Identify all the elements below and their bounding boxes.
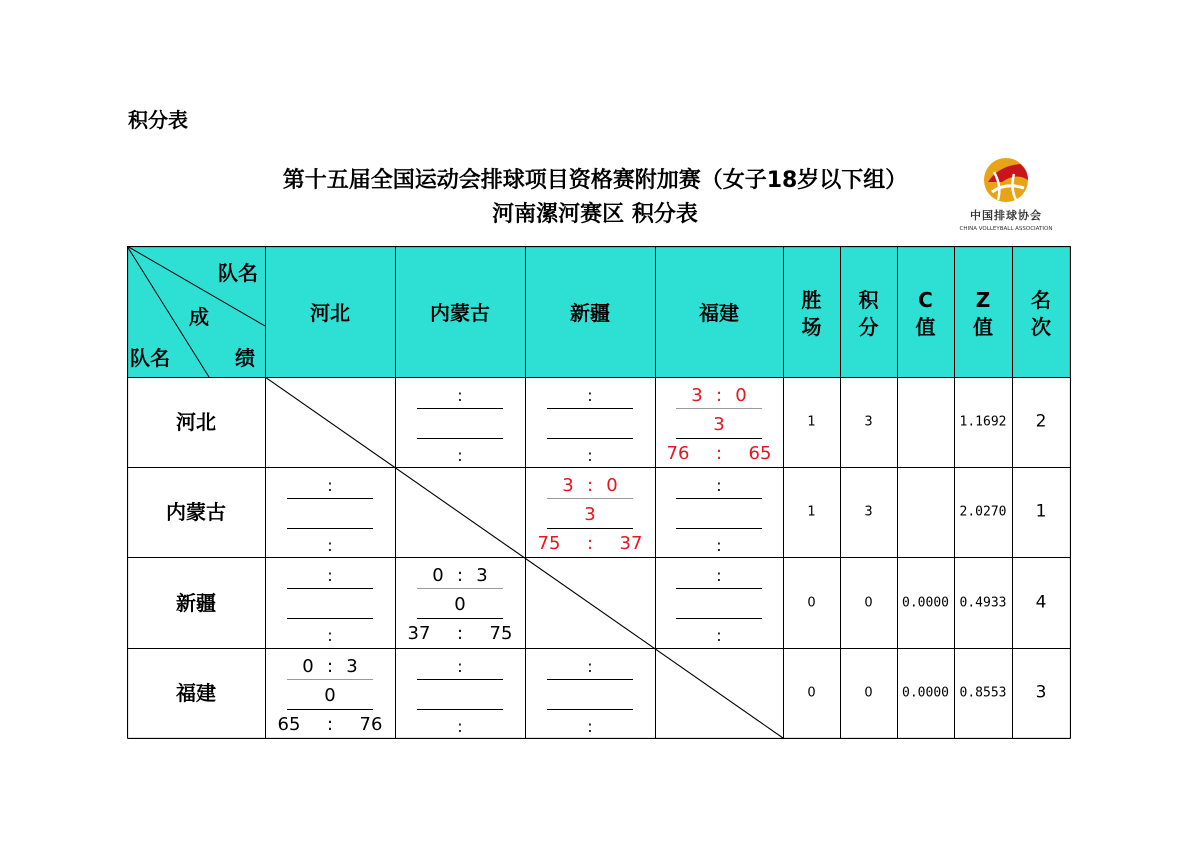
logo-name-cn: 中国排球协会 bbox=[970, 209, 1042, 222]
score-underline bbox=[676, 408, 762, 409]
score-underline bbox=[547, 679, 633, 680]
set-score-right: 3 bbox=[476, 565, 488, 586]
z-value: 2.0270 bbox=[959, 504, 1007, 520]
wins-value: 0 bbox=[807, 685, 816, 701]
total-points-colon: : bbox=[326, 714, 334, 735]
set-score-left: 0 bbox=[302, 656, 314, 677]
column-header-stat-line2: 值 bbox=[915, 315, 936, 339]
total-points-right: 75 bbox=[489, 623, 513, 644]
row-header-team: 新疆 bbox=[176, 590, 216, 615]
empty-score-colon: : bbox=[457, 386, 463, 405]
rank-value: 3 bbox=[1035, 682, 1047, 703]
empty-score-colon: : bbox=[716, 536, 722, 555]
empty-score-colon: : bbox=[716, 476, 722, 495]
c-value: 0.0000 bbox=[902, 595, 949, 610]
total-points-colon: : bbox=[456, 623, 464, 644]
empty-score-colon: : bbox=[327, 476, 333, 495]
column-header-stat-line1: C bbox=[918, 288, 933, 312]
logo-name-en: CHINA VOLLEYBALL ASSOCIATION bbox=[959, 226, 1053, 232]
empty-score-colon: : bbox=[587, 657, 593, 676]
score-underline bbox=[547, 709, 633, 710]
total-points-left: 75 bbox=[537, 533, 561, 554]
total-points-left: 37 bbox=[407, 623, 431, 644]
match-points: 0 bbox=[454, 594, 466, 615]
document-label: 积分表 bbox=[128, 108, 188, 132]
empty-score-colon: : bbox=[716, 566, 722, 585]
score-underline bbox=[676, 438, 762, 439]
column-header-team: 河北 bbox=[310, 301, 350, 325]
score-underline bbox=[417, 618, 503, 619]
set-score-colon: : bbox=[715, 385, 723, 406]
empty-score-colon: : bbox=[327, 626, 333, 645]
empty-score-colon: : bbox=[716, 626, 722, 645]
total-points-left: 76 bbox=[666, 443, 690, 464]
points-value: 0 bbox=[864, 685, 873, 701]
score-underline bbox=[676, 498, 762, 499]
set-score-left: 0 bbox=[432, 565, 444, 586]
set-score-left: 3 bbox=[691, 385, 703, 406]
column-header-stat-line2: 值 bbox=[973, 315, 993, 339]
column-header-stat-line2: 分 bbox=[858, 315, 879, 339]
set-score-colon: : bbox=[326, 656, 334, 677]
score-underline bbox=[676, 528, 762, 529]
z-value: 0.8553 bbox=[959, 685, 1007, 701]
total-points-right: 37 bbox=[619, 533, 643, 554]
score-underline bbox=[547, 438, 633, 439]
corner-label-top: 队名 bbox=[218, 261, 258, 285]
score-underline bbox=[417, 679, 503, 680]
score-underline bbox=[287, 528, 373, 529]
column-header-team: 内蒙古 bbox=[430, 301, 490, 325]
set-score-colon: : bbox=[586, 475, 594, 496]
score-underline bbox=[676, 588, 762, 589]
corner-label-mid: 成 bbox=[189, 305, 209, 329]
match-points: 3 bbox=[584, 504, 596, 525]
rank-value: 1 bbox=[1035, 501, 1047, 522]
column-header-stat-line1: 名 bbox=[1031, 288, 1051, 312]
score-underline bbox=[287, 709, 373, 710]
set-score-right: 3 bbox=[346, 656, 358, 677]
column-header-stat-line2: 场 bbox=[801, 315, 822, 339]
score-underline bbox=[287, 498, 373, 499]
empty-score-colon: : bbox=[457, 446, 463, 465]
empty-score-colon: : bbox=[327, 536, 333, 555]
set-score-right: 0 bbox=[606, 475, 618, 496]
z-value: 1.1692 bbox=[959, 414, 1007, 430]
score-underline bbox=[417, 408, 503, 409]
column-header-team: 新疆 bbox=[570, 301, 610, 325]
points-value: 0 bbox=[864, 595, 873, 610]
score-underline bbox=[547, 528, 633, 529]
column-header-stat-line1: Z bbox=[975, 288, 991, 312]
score-underline bbox=[417, 588, 503, 589]
rank-value: 2 bbox=[1035, 411, 1047, 432]
standings-table bbox=[127, 246, 1071, 739]
points-value: 3 bbox=[864, 504, 873, 520]
empty-score-colon: : bbox=[587, 717, 593, 736]
points-value: 3 bbox=[864, 414, 873, 430]
wins-value: 0 bbox=[807, 595, 816, 610]
match-points: 3 bbox=[713, 414, 725, 435]
row-header-team: 福建 bbox=[176, 681, 216, 705]
c-value: 0.0000 bbox=[902, 685, 949, 701]
set-score-right: 0 bbox=[735, 385, 747, 406]
total-points-left: 65 bbox=[277, 714, 301, 735]
set-score-left: 3 bbox=[562, 475, 574, 496]
row-header-team: 内蒙古 bbox=[166, 500, 226, 524]
document-subtitle: 河南漯河赛区 积分表 bbox=[492, 202, 698, 227]
score-underline bbox=[287, 679, 373, 680]
total-points-colon: : bbox=[715, 443, 723, 464]
score-underline bbox=[287, 618, 373, 619]
score-underline bbox=[287, 588, 373, 589]
total-points-right: 65 bbox=[748, 443, 772, 464]
row-header-team: 河北 bbox=[176, 410, 216, 434]
set-score-colon: : bbox=[456, 565, 464, 586]
rank-value: 4 bbox=[1035, 592, 1047, 612]
corner-label-bottom-right: 绩 bbox=[235, 346, 255, 370]
wins-value: 1 bbox=[807, 504, 816, 520]
empty-score-colon: : bbox=[457, 657, 463, 676]
score-underline bbox=[417, 709, 503, 710]
column-header-stat-line1: 胜 bbox=[801, 288, 822, 312]
score-underline bbox=[547, 498, 633, 499]
column-header-stat-line2: 次 bbox=[1031, 315, 1051, 339]
empty-score-colon: : bbox=[587, 386, 593, 405]
column-header-stat-line1: 积 bbox=[858, 288, 879, 312]
match-points: 0 bbox=[324, 685, 336, 706]
column-header-team: 福建 bbox=[699, 301, 739, 325]
empty-score-colon: : bbox=[587, 446, 593, 465]
wins-value: 1 bbox=[807, 414, 816, 430]
score-underline bbox=[547, 408, 633, 409]
document-title: 第十五届全国运动会排球项目资格赛附加赛（女子18岁以下组） bbox=[282, 168, 908, 193]
corner-label-bottom-left: 队名 bbox=[130, 346, 170, 370]
empty-score-colon: : bbox=[457, 717, 463, 736]
total-points-colon: : bbox=[586, 533, 594, 554]
score-underline bbox=[417, 438, 503, 439]
z-value: 0.4933 bbox=[959, 595, 1007, 610]
empty-score-colon: : bbox=[327, 566, 333, 585]
total-points-right: 76 bbox=[359, 714, 383, 735]
score-underline bbox=[676, 618, 762, 619]
